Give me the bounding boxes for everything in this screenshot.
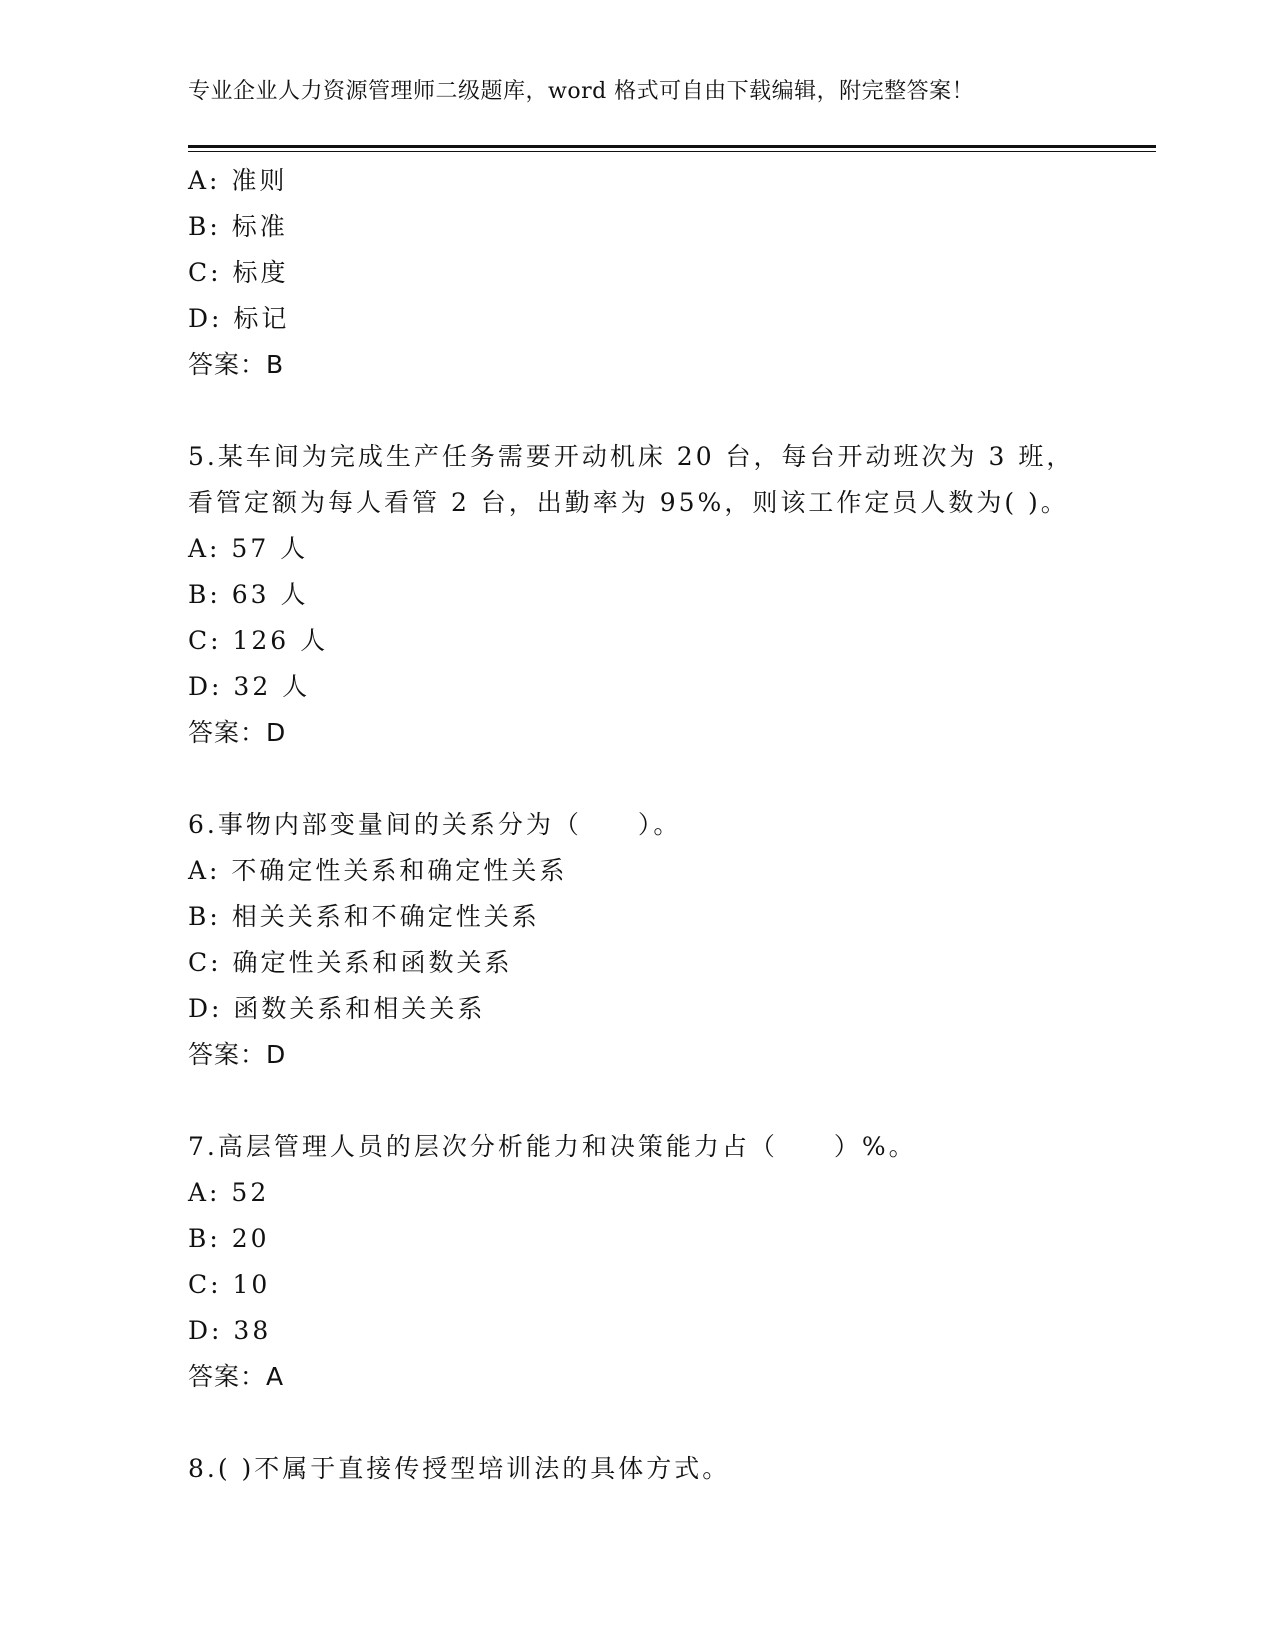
option-c: C: 126 人 bbox=[188, 626, 329, 655]
question-stem: 8.( )不属于直接传授型培训法的具体方式。 bbox=[188, 1454, 731, 1483]
option-a: A: 57 人 bbox=[188, 534, 309, 563]
header-rule-thin bbox=[188, 151, 1156, 152]
question-5-block bbox=[188, 434, 1156, 756]
spacer bbox=[188, 1078, 1156, 1124]
question-stem: 6.事物内部变量间的关系分为（ ）。 bbox=[188, 810, 682, 839]
option-b: B: 相关关系和不确定性关系 bbox=[188, 902, 540, 931]
option-d: D: 38 bbox=[188, 1316, 272, 1345]
question-8-block bbox=[188, 1446, 1156, 1492]
question-6-block bbox=[188, 802, 1156, 1078]
option-a: A: 不确定性关系和确定性关系 bbox=[188, 856, 568, 885]
header-rule-thick bbox=[188, 145, 1156, 148]
option-a: A: 52 bbox=[188, 1178, 270, 1207]
option-c: C: 确定性关系和函数关系 bbox=[188, 948, 513, 977]
page-header: 专业企业人力资源管理师二级题库，word 格式可自由下载编辑，附完整答案！ bbox=[188, 79, 975, 104]
spacer bbox=[188, 388, 1156, 434]
option-b: B: 20 bbox=[188, 1224, 270, 1253]
question-content bbox=[188, 158, 1156, 1492]
question-4-block bbox=[188, 158, 1156, 388]
question-stem-continued: 看管定额为每人看管 2 台，出勤率为 95%，则该工作定员人数为( )。 bbox=[188, 488, 1069, 517]
answer-line: 答案：D bbox=[188, 718, 287, 747]
question-7-block bbox=[188, 1124, 1156, 1400]
option-a: A: 准则 bbox=[188, 166, 288, 195]
answer-line: 答案：D bbox=[188, 1040, 287, 1069]
option-b: B: 63 人 bbox=[188, 580, 309, 609]
question-stem: 5.某车间为完成生产任务需要开动机床 20 台，每台开动班次为 3 班， bbox=[188, 442, 1075, 471]
option-c: C: 10 bbox=[188, 1270, 271, 1299]
option-c: C: 标度 bbox=[188, 258, 289, 287]
spacer bbox=[188, 756, 1156, 802]
answer-line: 答案：A bbox=[188, 1362, 285, 1391]
question-stem: 7.高层管理人员的层次分析能力和决策能力占（ ）%。 bbox=[188, 1132, 917, 1161]
spacer bbox=[188, 1400, 1156, 1446]
option-b: B: 标准 bbox=[188, 212, 288, 241]
answer-line: 答案：B bbox=[188, 350, 285, 379]
option-d: D: 标记 bbox=[188, 304, 290, 333]
option-d: D: 32 人 bbox=[188, 672, 311, 701]
option-d: D: 函数关系和相关关系 bbox=[188, 994, 486, 1023]
